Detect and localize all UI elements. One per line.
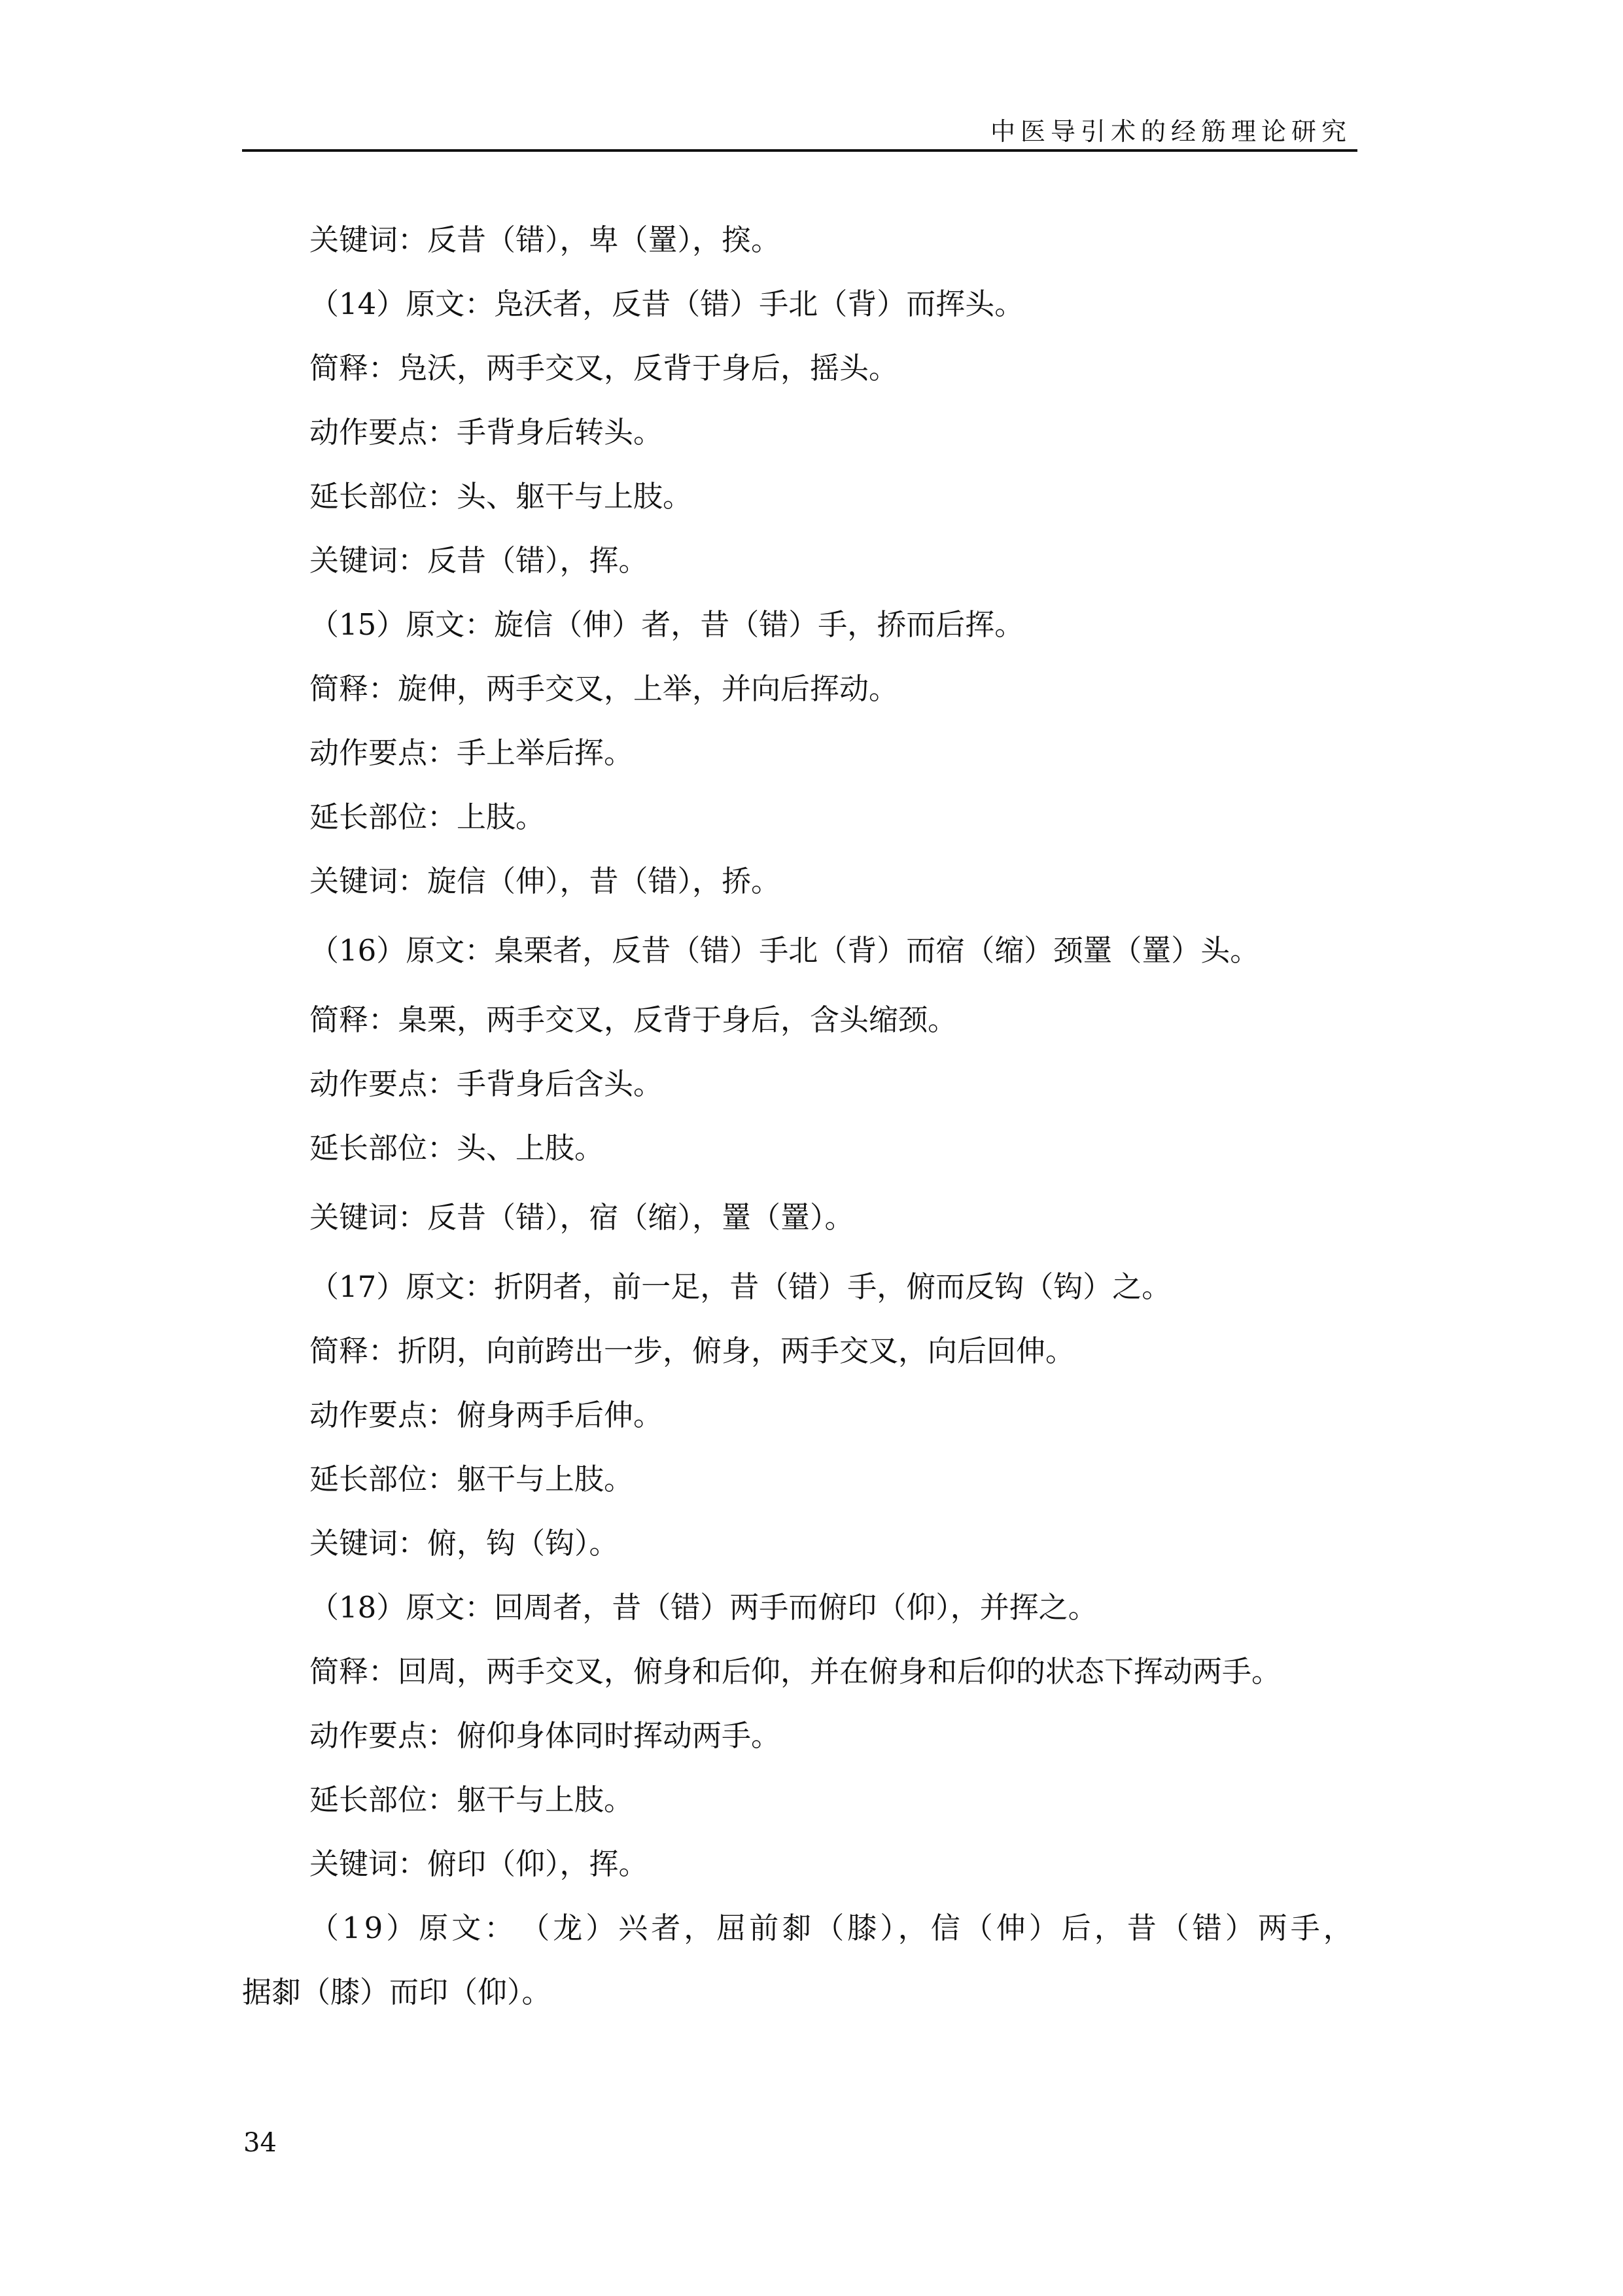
paragraph: 动作要点：手上举后挥。	[309, 735, 634, 770]
paragraph: （17）原文：折阴者，前一足，昔（错）手，俯而反钩（钩）之。	[309, 1269, 1172, 1304]
paragraph: 延长部位：躯干与上肢。	[309, 1782, 634, 1817]
paragraph: 简释：折阴，向前跨出一步，俯身，两手交叉，向后回伸。	[309, 1333, 1075, 1368]
paragraph: 延长部位：上肢。	[309, 800, 546, 834]
paragraph: 据厀（膝）而印（仰）。	[242, 1975, 551, 2009]
body-text	[242, 208, 1357, 2024]
paragraph: 简释：回周，两手交叉，俯身和后仰，并在俯身和后仰的状态下挥动两手。	[309, 1654, 1282, 1689]
paragraph: 关键词：俯印（仰），挥。	[309, 1846, 648, 1881]
paragraph: 关键词：俯，钩（钩）。	[309, 1526, 619, 1561]
paragraph: 动作要点：手背身后转头。	[309, 415, 663, 450]
header-rule	[242, 149, 1357, 152]
paragraph: （14）原文：凫沃者，反昔（错）手北（背）而挥头。	[309, 287, 1024, 321]
paragraph: （19）原文： （龙）兴者，屈前厀（膝），信（伸）后，昔（错）两手，	[309, 1911, 1356, 1945]
paragraph: 动作要点：俯仰身体同时挥动两手。	[309, 1718, 781, 1753]
paragraph: 动作要点：手背身后含头。	[309, 1067, 663, 1101]
running-header: 中医导引术的经筋理论研究	[990, 117, 1352, 146]
paragraph: 简释：凫沃，两手交叉，反背于身后，摇头。	[309, 351, 899, 385]
paragraph: （16）原文：臬栗者，反昔（错）手北（背）而宿（缩）颈罿（罿）头。	[309, 933, 1260, 968]
paragraph: 关键词：反昔（错），卑（罿），揬。	[309, 222, 781, 257]
paragraph: 延长部位：头、躯干与上肢。	[309, 479, 693, 514]
paragraph: （15）原文：旋信（伸）者，昔（错）手，挢而后挥。	[309, 607, 1024, 642]
paragraph: 简释：臬栗，两手交叉，反背于身后，含头缩颈。	[309, 1002, 958, 1037]
paragraph: 延长部位：躯干与上肢。	[309, 1462, 634, 1496]
paragraph: 关键词：旋信（伸），昔（错），挢。	[309, 864, 781, 898]
paragraph: 关键词：反昔（错），宿（缩），罿（罿）。	[309, 1200, 854, 1235]
paragraph: 动作要点：俯身两手后伸。	[309, 1398, 663, 1432]
paragraph: 延长部位：头、上肢。	[309, 1131, 604, 1165]
paragraph: 关键词：反昔（错），挥。	[309, 543, 648, 578]
paragraph: 简释：旋伸，两手交叉，上举，并向后挥动。	[309, 671, 899, 706]
page-number: 34	[243, 2128, 277, 2158]
paragraph: （18）原文：回周者，昔（错）两手而俯印（仰），并挥之。	[309, 1590, 1098, 1625]
